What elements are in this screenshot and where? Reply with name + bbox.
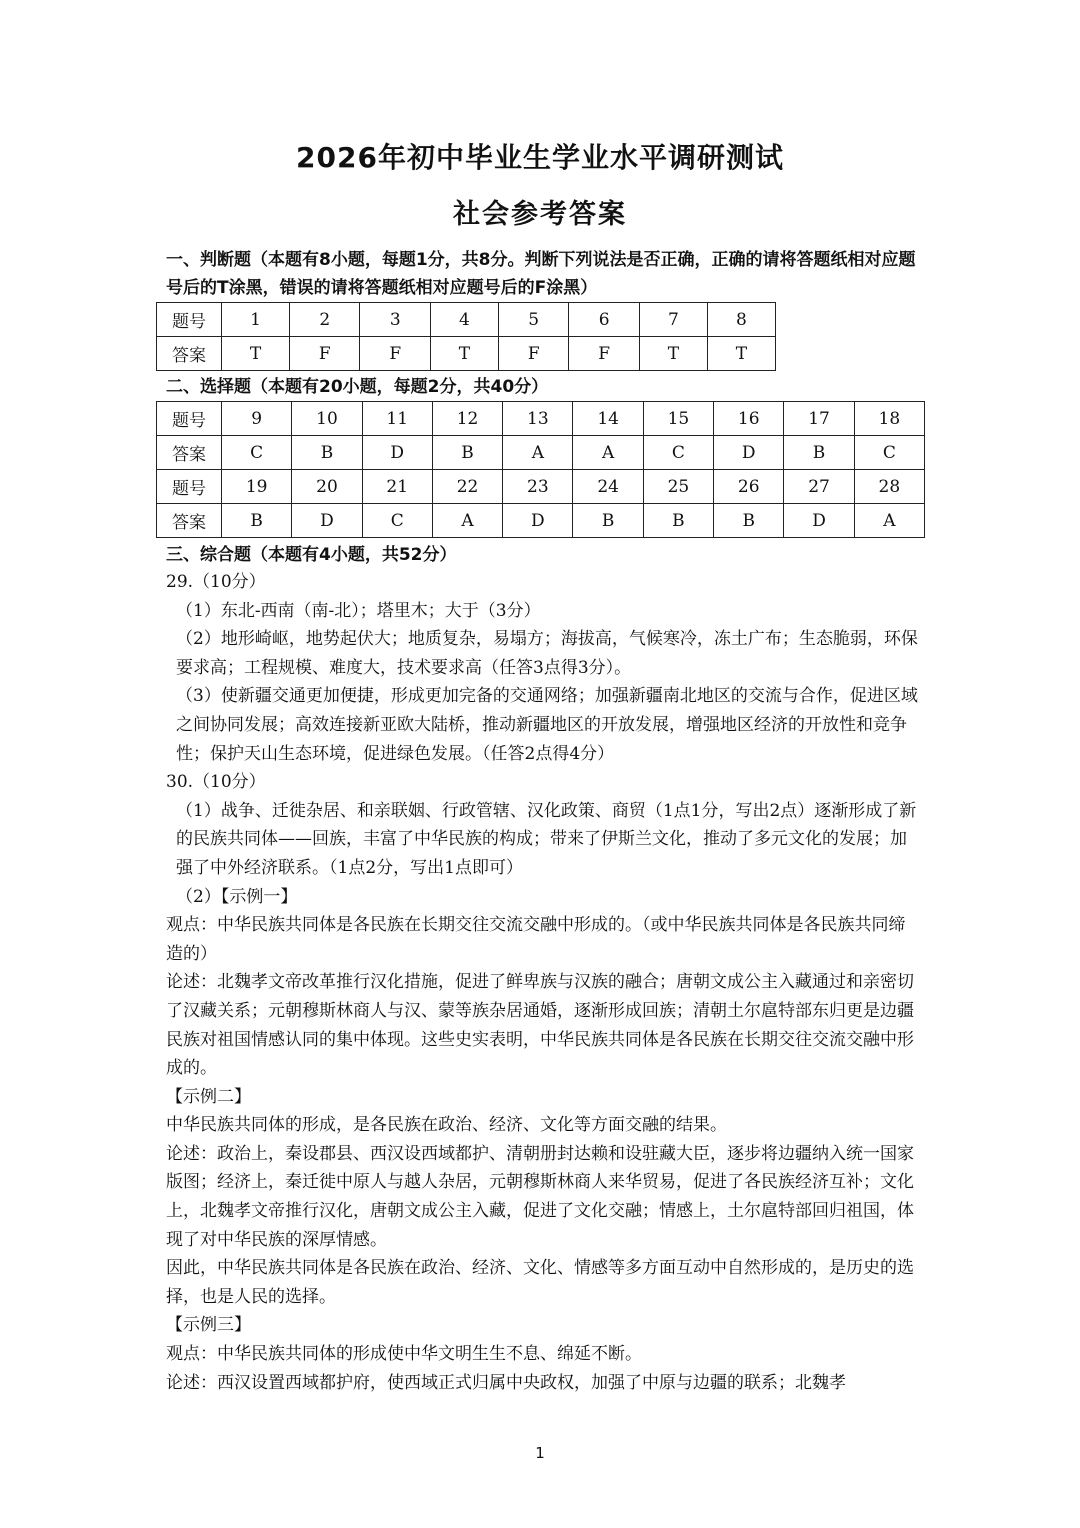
row-label: 答案	[157, 504, 222, 538]
example3-viewpoint: 观点：中华民族共同体的形成使中华文明生生不息、绵延不断。	[166, 1344, 642, 1365]
section3-heading: 三、综合题（本题有4小题，共52分）	[166, 545, 457, 565]
table-cell: 24	[573, 470, 643, 504]
example2-conclusion: 因此，中华民族共同体是各民族在政治、经济、文化、情感等多方面互动中自然形成的，是历史的选择，也是人民的选择。	[166, 1258, 914, 1307]
question-29-header: 29.（10分）	[166, 572, 266, 592]
table-cell: F	[498, 337, 568, 371]
table-cell: 14	[573, 402, 643, 436]
table-cell: T	[639, 337, 707, 371]
table-cell: 16	[714, 402, 784, 436]
section1-heading: 一、判断题（本题有8小题，每题1分，共8分。判断下列说法是否正确，正确的请将答题纸相对应题号后的T涂黑，错误的请将答题纸相对应题号后的F涂黑）	[166, 250, 916, 298]
row-label: 题号	[157, 303, 222, 337]
table-row	[157, 470, 925, 504]
table-cell: 20	[292, 470, 362, 504]
table-cell: 23	[503, 470, 573, 504]
table-cell: 12	[432, 402, 502, 436]
table-cell: 6	[569, 303, 639, 337]
section2-heading: 二、选择题（本题有20小题，每题2分，共40分）	[166, 377, 549, 397]
answer-30-2-label: （2）【示例一】	[176, 886, 298, 907]
table-cell: T	[222, 337, 290, 371]
table-cell: D	[362, 436, 432, 470]
table-cell: 7	[639, 303, 707, 337]
table-cell: T	[707, 337, 775, 371]
table-cell: 27	[784, 470, 854, 504]
page-number: 1	[535, 1444, 545, 1462]
table-cell: A	[503, 436, 573, 470]
answer-30-1: （1）战争、迁徙杂居、和亲联姻、行政管辖、汉化政策、商贸（1点1分，写出2点）逐渐形成了新的民族共同体——回族，丰富了中华民族的构成；带来了伊斯兰文化，推动了多元文化的发展；加强了中外经济联系。（1点2分，写出1点即可）	[176, 800, 917, 878]
table-cell: 8	[707, 303, 775, 337]
page-title: 2026年初中毕业生学业水平调研测试	[296, 141, 784, 174]
section1-answer-table	[156, 302, 776, 371]
table-cell: 9	[222, 402, 292, 436]
example1-viewpoint: 观点：中华民族共同体是各民族在长期交往交流交融中形成的。（或中华民族共同体是各民族共同缔造的）	[166, 915, 906, 964]
table-cell: B	[292, 436, 362, 470]
table-cell: T	[430, 337, 498, 371]
example2-argument: 论述：政治上，秦设郡县、西汉设西域都护、清朝册封达赖和设驻藏大臣，逐步将边疆纳入统一国家版图；经济上，秦迁徙中原人与越人杂居，元朝穆斯林商人来华贸易，促进了各民族经济互补；文化上，北魏孝文帝推行汉化，唐朝文成公主入藏，促进了文化交融；情感上，土尔扈特部回归祖国，体现了对中华民族的深厚情感。	[166, 1143, 914, 1250]
table-cell: D	[503, 504, 573, 538]
table-cell: F	[569, 337, 639, 371]
table-cell: 21	[362, 470, 432, 504]
table-cell: C	[643, 436, 713, 470]
row-label: 答案	[157, 337, 222, 371]
table-cell: 4	[430, 303, 498, 337]
table-cell: D	[714, 436, 784, 470]
table-cell: 22	[432, 470, 502, 504]
table-cell: 11	[362, 402, 432, 436]
example2-label: 【示例二】	[166, 1086, 251, 1107]
table-cell: D	[784, 504, 854, 538]
table-cell: 13	[503, 402, 573, 436]
section3-body	[166, 568, 918, 1397]
table-row	[157, 303, 776, 337]
table-cell: 5	[498, 303, 568, 337]
table-cell: F	[360, 337, 430, 371]
table-cell: 3	[360, 303, 430, 337]
example1-argument: 论述：北魏孝文帝改革推行汉化措施，促进了鲜卑族与汉族的融合；唐朝文成公主入藏通过和亲密切了汉藏关系；元朝穆斯林商人与汉、蒙等族杂居通婚，逐渐形成回族；清朝土尔扈特部东归更是边疆民族对祖国情感认同的集中体现。这些史实表明，中华民族共同体是各民族在长期交往交流交融中形成的。	[166, 972, 914, 1079]
table-cell: B	[222, 504, 292, 538]
example3-argument: 论述：西汉设置西域都护府，使西域正式归属中央政权，加强了中原与边疆的联系；北魏孝	[166, 1372, 846, 1393]
table-cell: B	[573, 504, 643, 538]
table-cell: 26	[714, 470, 784, 504]
answer-29-2: （2）地形崎岖，地势起伏大；地质复杂，易塌方；海拔高，气候寒冷，冻土广布；生态脆弱，环保要求高；工程规模、难度大，技术要求高（任答3点得3分）。	[176, 629, 918, 678]
example2-viewpoint: 中华民族共同体的形成，是各民族在政治、经济、文化等方面交融的结果。	[166, 1115, 727, 1136]
table-cell: A	[854, 504, 924, 538]
table-cell: B	[643, 504, 713, 538]
table-cell: C	[854, 436, 924, 470]
answer-29-3: （3）使新疆交通更加便捷，形成更加完备的交通网络；加强新疆南北地区的交流与合作，促进区域之间协同发展；高效连接新亚欧大陆桥，推动新疆地区的开放发展，增强地区经济的开放性和竞争性；保护天山生态环境，促进绿色发展。（任答2点得4分）	[176, 686, 918, 764]
table-cell: B	[784, 436, 854, 470]
table-cell: A	[573, 436, 643, 470]
table-cell: 28	[854, 470, 924, 504]
row-label: 题号	[157, 402, 222, 436]
table-cell: F	[290, 337, 360, 371]
row-label: 题号	[157, 470, 222, 504]
table-cell: B	[714, 504, 784, 538]
example3-label: 【示例三】	[166, 1315, 251, 1336]
question-30-header: 30.（10分）	[166, 772, 266, 793]
table-cell: C	[362, 504, 432, 538]
table-cell: 15	[643, 402, 713, 436]
table-cell: 1	[222, 303, 290, 337]
table-cell: 17	[784, 402, 854, 436]
table-row	[157, 402, 925, 436]
row-label: 答案	[157, 436, 222, 470]
page-subtitle: 社会参考答案	[453, 199, 627, 230]
table-cell: 10	[292, 402, 362, 436]
table-cell: B	[432, 436, 502, 470]
table-cell: 25	[643, 470, 713, 504]
table-cell: 18	[854, 402, 924, 436]
table-cell: 2	[290, 303, 360, 337]
table-cell: C	[222, 436, 292, 470]
section2-answer-table	[156, 401, 925, 538]
table-cell: D	[292, 504, 362, 538]
table-row	[157, 337, 776, 371]
table-cell: 19	[222, 470, 292, 504]
table-cell: A	[432, 504, 502, 538]
answer-29-1: （1）东北-西南（南-北）；塔里木；大于（3分）	[176, 600, 541, 621]
table-row	[157, 504, 925, 538]
table-row	[157, 436, 925, 470]
